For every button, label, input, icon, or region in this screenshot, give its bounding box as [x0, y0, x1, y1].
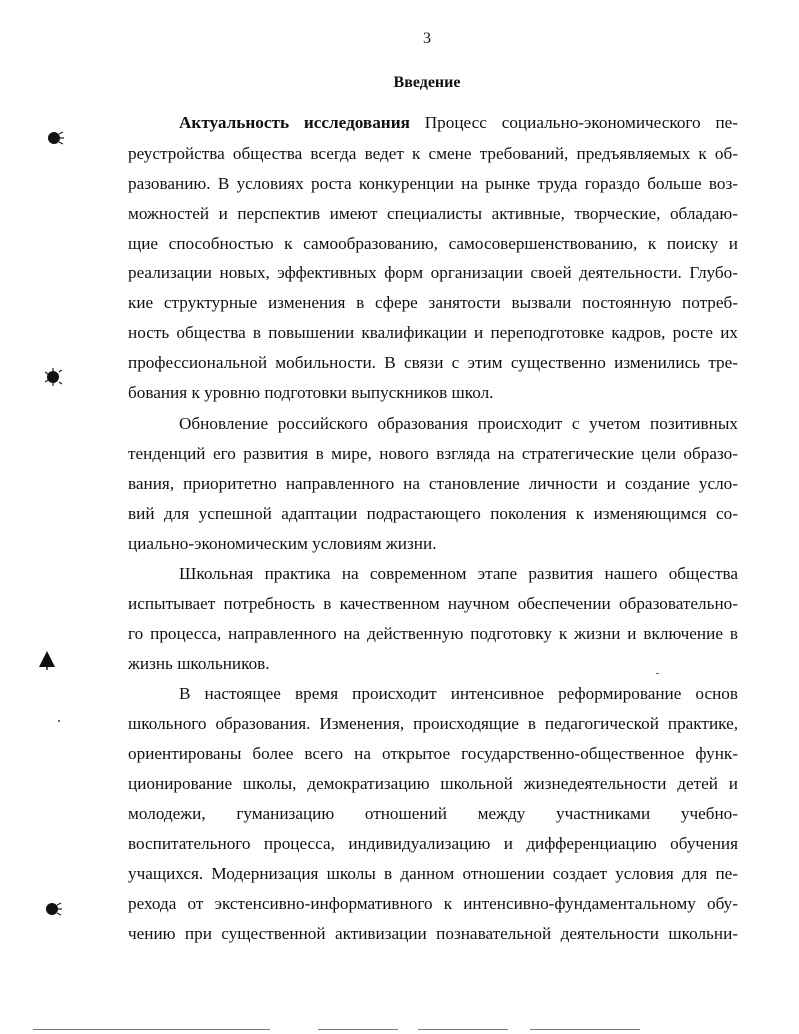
- lead-bold-phrase: Актуальность исследования: [179, 113, 410, 132]
- section-heading: Введение: [393, 74, 461, 91]
- text-line: воспитательного процесса, индивидуализацию и дифференциацию обучения: [128, 834, 738, 853]
- text-line: щие способностью к самообразованию, самосовершенствованию, к поиску и: [128, 234, 738, 253]
- text-line: Школьная практика на современном этапе развития нашего общества: [179, 564, 738, 583]
- scan-edge-line: [530, 1029, 640, 1030]
- text-line: Обновление российского образования происходит с учетом позитивных: [179, 414, 738, 433]
- text-line: рехода от экстенсивно-информативного к интенсивно-фундаментальному обу-: [128, 894, 738, 913]
- text-fragment: Процесс социально-экономического пе-: [409, 113, 739, 132]
- text-line: го процесса, направленного на действенную подготовку к жизни и включение в: [128, 624, 738, 643]
- binder-hole-mark-1: [44, 128, 64, 148]
- text-line: чению при существенной активизации познавательной деятельности школьни-: [128, 924, 738, 943]
- text-line: молодежи, гуманизацию отношений между участниками учебно-: [128, 804, 738, 823]
- scan-edge-line: [33, 1029, 270, 1030]
- scan-speck: [656, 673, 659, 674]
- binder-hole-mark-3: [35, 648, 59, 672]
- binder-hole-mark-4: [42, 898, 64, 920]
- text-line: В настоящее время происходит интенсивное реформирование основ: [179, 684, 738, 703]
- text-line: реализации новых, эффективных форм организации своей деятельности. Глубо-: [128, 263, 738, 282]
- text-line: ориентированы более всего на открытое государственно-общественное функ-: [128, 744, 738, 763]
- text-line: ность общества в повышении квалификации и переподготовке кадров, росте их: [128, 323, 738, 342]
- text-line: школьного образования. Изменения, происходящие в педагогической практике,: [128, 714, 738, 733]
- text-line: бования к уровню подготовки выпускников школ.: [128, 383, 494, 402]
- binder-hole-mark-2: [42, 366, 64, 388]
- scan-edge-line: [418, 1029, 508, 1030]
- text-line: реустройства общества всегда ведет к смене требований, предъявляемых к об-: [128, 144, 738, 163]
- text-line: учащихся. Модернизация школы в данном отношении создает условия для пе-: [128, 864, 738, 883]
- text-line: ционирование школы, демократизацию школьной жизнедеятельности детей и: [128, 774, 738, 793]
- text-line: кие структурные изменения в сфере занятости вызвали постоянную потреб-: [128, 293, 738, 312]
- scan-speck: [58, 720, 60, 722]
- text-line: разованию. В условиях роста конкуренции на рынке труда гораздо больше воз-: [128, 174, 738, 193]
- text-line: можностей и перспектив имеют специалисты активные, творческие, обладаю-: [128, 204, 738, 223]
- text-line: испытывает потребность в качественном научном обеспечении образовательно-: [128, 594, 738, 613]
- text-line: вания, приоритетно направленного на становление личности и создание усло-: [128, 474, 738, 493]
- text-line: [179, 112, 738, 134]
- text-line: тенденций его развития в мире, нового взгляда на стратегические цели образо-: [128, 444, 738, 463]
- text-line: жизнь школьников.: [128, 654, 270, 673]
- text-line: профессиональной мобильности. В связи с этим существенно изменились тре-: [128, 353, 738, 372]
- page-number: 3: [423, 30, 431, 47]
- text-line: вий для успешной адаптации подрастающего поколения к изменяющимся со-: [128, 504, 738, 523]
- scan-edge-line: [318, 1029, 398, 1030]
- text-line: циально-экономическим условиям жизни.: [128, 534, 437, 553]
